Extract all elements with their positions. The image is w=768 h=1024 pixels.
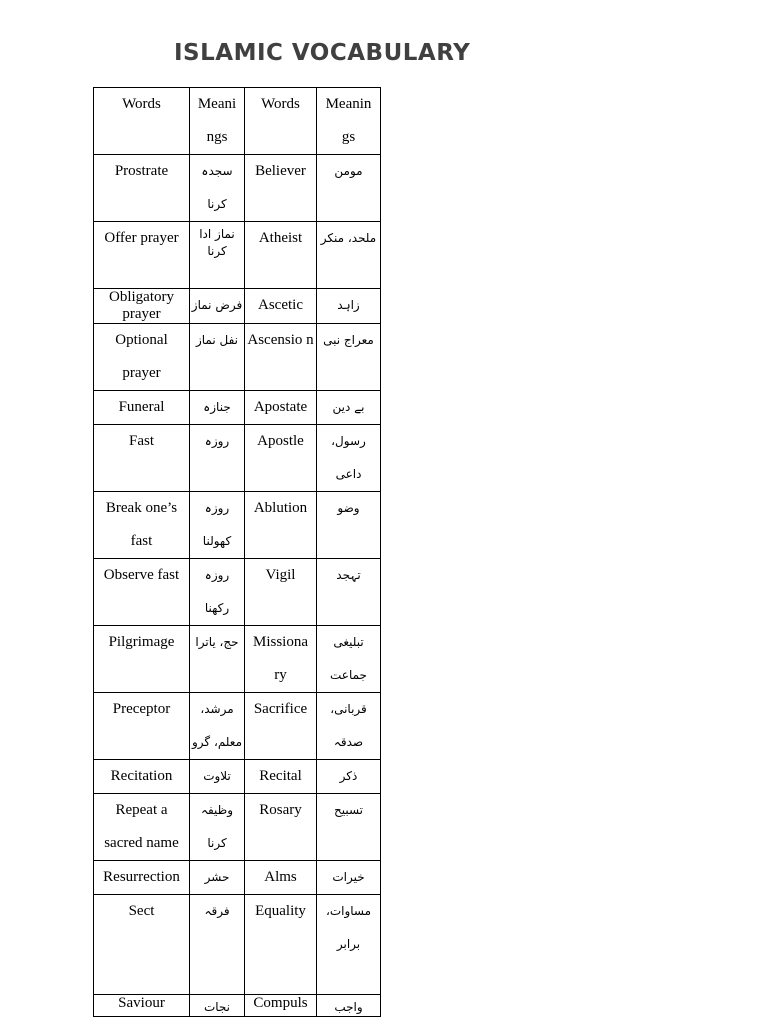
- english-word-cell: Preceptor: [94, 693, 190, 760]
- english-word-cell: Fast: [94, 425, 190, 492]
- urdu-meaning-cell: تہجد: [317, 559, 381, 626]
- urdu-meaning-cell: نماز ادا کرنا: [190, 222, 245, 289]
- table-row: [94, 693, 381, 760]
- urdu-meaning-cell: خیرات: [317, 861, 381, 895]
- english-word-cell: Ascensio n: [245, 324, 317, 391]
- urdu-meaning-cell: مساوات، برابر: [317, 895, 381, 995]
- english-word-cell: Pilgrimage: [94, 626, 190, 693]
- urdu-meaning-cell: وضو: [317, 492, 381, 559]
- table-header-row: [94, 88, 381, 155]
- english-word-cell: Funeral: [94, 391, 190, 425]
- urdu-meaning-cell: مرشد، معلم، گرو: [190, 693, 245, 760]
- english-word-cell: Atheist: [245, 222, 317, 289]
- urdu-meaning-cell: روزہ: [190, 425, 245, 492]
- english-word-cell: Repeat a sacred name: [94, 794, 190, 861]
- table-row: [94, 559, 381, 626]
- english-word-cell: Apostate: [245, 391, 317, 425]
- table-row: [94, 324, 381, 391]
- english-word-cell: Break one’s fast: [94, 492, 190, 559]
- table-row: [94, 425, 381, 492]
- urdu-meaning-cell: وظیفہ کرنا: [190, 794, 245, 861]
- urdu-meaning-cell: جنازہ: [190, 391, 245, 425]
- urdu-meaning-cell: واجب: [317, 995, 381, 1017]
- english-word-cell: Observe fast: [94, 559, 190, 626]
- vocabulary-table: [93, 87, 381, 1017]
- english-word-cell: Believer: [245, 155, 317, 222]
- english-word-cell: Missiona ry: [245, 626, 317, 693]
- urdu-meaning-cell: نفل نماز: [190, 324, 245, 391]
- urdu-meaning-cell: تسبیح: [317, 794, 381, 861]
- table-row: [94, 155, 381, 222]
- urdu-meaning-cell: مومن: [317, 155, 381, 222]
- table-row: [94, 861, 381, 895]
- table-row: [94, 391, 381, 425]
- english-word-cell: Prostrate: [94, 155, 190, 222]
- english-word-cell: Compuls: [245, 995, 317, 1017]
- urdu-meaning-cell: ذکر: [317, 760, 381, 794]
- table-row: [94, 492, 381, 559]
- table-row: [94, 222, 381, 289]
- urdu-meaning-cell: رسول، داعی: [317, 425, 381, 492]
- english-word-cell: Sacrifice: [245, 693, 317, 760]
- urdu-meaning-cell: بے دین: [317, 391, 381, 425]
- table-row: [94, 289, 381, 324]
- english-word-cell: Vigil: [245, 559, 317, 626]
- english-word-cell: Sect: [94, 895, 190, 995]
- english-word-cell: Obligatory prayer: [94, 289, 190, 324]
- page-title: ISLAMIC VOCABULARY: [174, 40, 471, 66]
- english-word-cell: Rosary: [245, 794, 317, 861]
- english-word-cell: Resurrection: [94, 861, 190, 895]
- urdu-meaning-cell: سجدہ کرنا: [190, 155, 245, 222]
- urdu-meaning-cell: فرض نماز: [190, 289, 245, 324]
- urdu-meaning-cell: زاہد: [317, 289, 381, 324]
- english-word-cell: Ablution: [245, 492, 317, 559]
- table-row: [94, 760, 381, 794]
- table-row: [94, 626, 381, 693]
- english-word-cell: Optional prayer: [94, 324, 190, 391]
- urdu-meaning-cell: فرقہ: [190, 895, 245, 995]
- table-row: [94, 794, 381, 861]
- table-row: [94, 995, 381, 1017]
- english-word-cell: Equality: [245, 895, 317, 995]
- urdu-meaning-cell: روزہ کھولنا: [190, 492, 245, 559]
- urdu-meaning-cell: نجات: [190, 995, 245, 1017]
- column-header: Words: [94, 88, 190, 155]
- english-word-cell: Offer prayer: [94, 222, 190, 289]
- urdu-meaning-cell: ملحد، منکر: [317, 222, 381, 289]
- urdu-meaning-cell: معراج نبی: [317, 324, 381, 391]
- english-word-cell: Recital: [245, 760, 317, 794]
- english-word-cell: Saviour: [94, 995, 190, 1017]
- column-header: Meani ngs: [190, 88, 245, 155]
- column-header: Words: [245, 88, 317, 155]
- table-row: [94, 895, 381, 995]
- urdu-meaning-cell: تلاوت: [190, 760, 245, 794]
- urdu-meaning-cell: تبلیغی جماعت: [317, 626, 381, 693]
- english-word-cell: Recitation: [94, 760, 190, 794]
- column-header: Meanin gs: [317, 88, 381, 155]
- english-word-cell: Ascetic: [245, 289, 317, 324]
- urdu-meaning-cell: حج، یاترا: [190, 626, 245, 693]
- english-word-cell: Alms: [245, 861, 317, 895]
- english-word-cell: Apostle: [245, 425, 317, 492]
- urdu-meaning-cell: قربانی، صدقہ: [317, 693, 381, 760]
- urdu-meaning-cell: حشر: [190, 861, 245, 895]
- urdu-meaning-cell: روزہ رکھنا: [190, 559, 245, 626]
